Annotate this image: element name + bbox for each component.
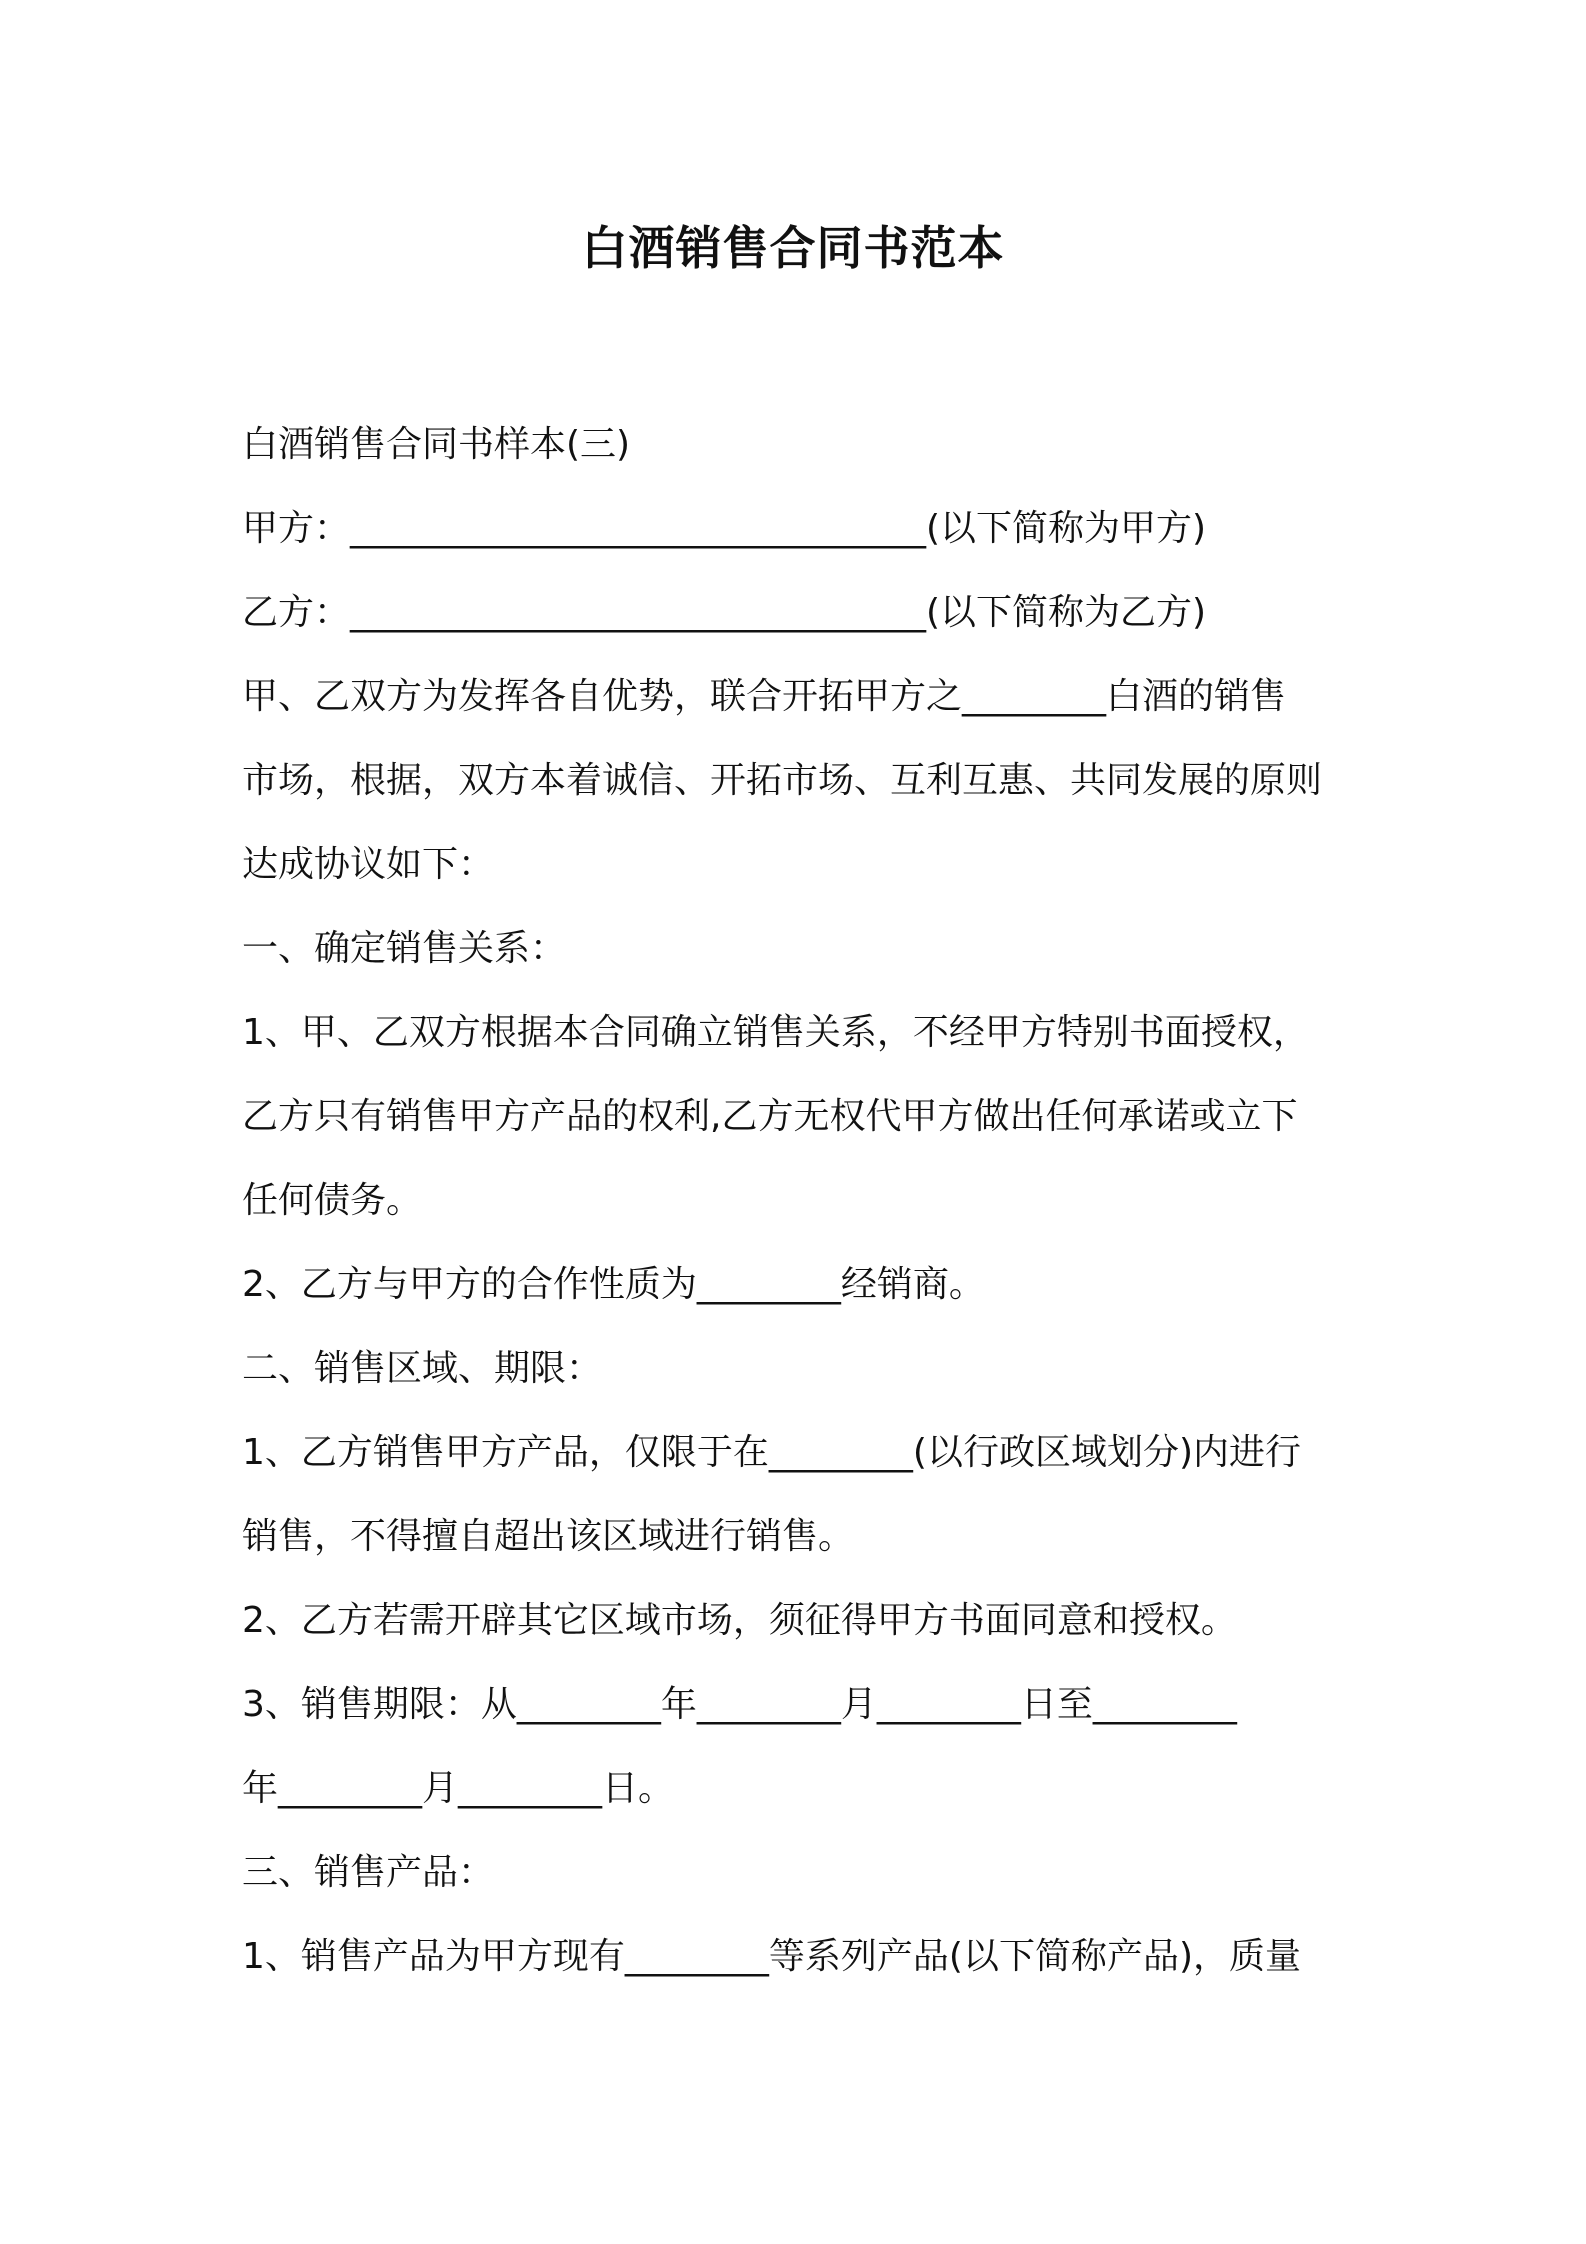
section-3-heading: 三、销售产品： <box>242 1852 495 1893</box>
preamble-line-3: 达成协议如下： <box>242 844 495 885</box>
subtitle-line: 白酒销售合同书样本(三) <box>242 424 631 465</box>
clause-1-1-line-2: 乙方只有销售甲方产品的权利,乙方无权代甲方做出任何承诺或立下 <box>242 1096 1298 1137</box>
preamble-line-1: 甲、乙双方为发挥各自优势，联合开拓甲方之________白酒的销售 <box>242 676 1287 717</box>
clause-2-3-line-2: 年________月________日。 <box>242 1768 675 1809</box>
section-1-heading: 一、确定销售关系： <box>242 928 567 969</box>
document-title: 白酒销售合同书范本 <box>581 221 1005 275</box>
clause-2-1-line-1: 1、乙方销售甲方产品，仅限于在________(以行政区域划分)内进行 <box>242 1432 1301 1473</box>
party-a-line: 甲方：________________________________(以下简称为甲方) <box>242 508 1207 549</box>
clause-2-2-line: 2、乙方若需开辟其它区域市场，须征得甲方书面同意和授权。 <box>242 1600 1237 1641</box>
clause-2-1-line-2: 销售，不得擅自超出该区域进行销售。 <box>242 1516 855 1557</box>
clause-2-3-line-1: 3、销售期限：从________年________月________日至________ <box>242 1684 1237 1725</box>
section-2-heading: 二、销售区域、期限： <box>242 1348 603 1389</box>
preamble-line-2: 市场，根据，双方本着诚信、开拓市场、互利互惠、共同发展的原则 <box>242 760 1323 801</box>
clause-1-1-line-1: 1、甲、乙双方根据本合同确立销售关系，不经甲方特别书面授权， <box>242 1012 1309 1053</box>
clause-1-2-line: 2、乙方与甲方的合作性质为________经销商。 <box>242 1264 985 1305</box>
party-b-line: 乙方：________________________________(以下简称为乙方) <box>242 592 1207 633</box>
clause-1-1-line-3: 任何债务。 <box>242 1180 423 1221</box>
clause-3-1-line-1: 1、销售产品为甲方现有________等系列产品(以下简称产品)，质量 <box>242 1936 1301 1977</box>
document-body <box>242 403 1362 1999</box>
